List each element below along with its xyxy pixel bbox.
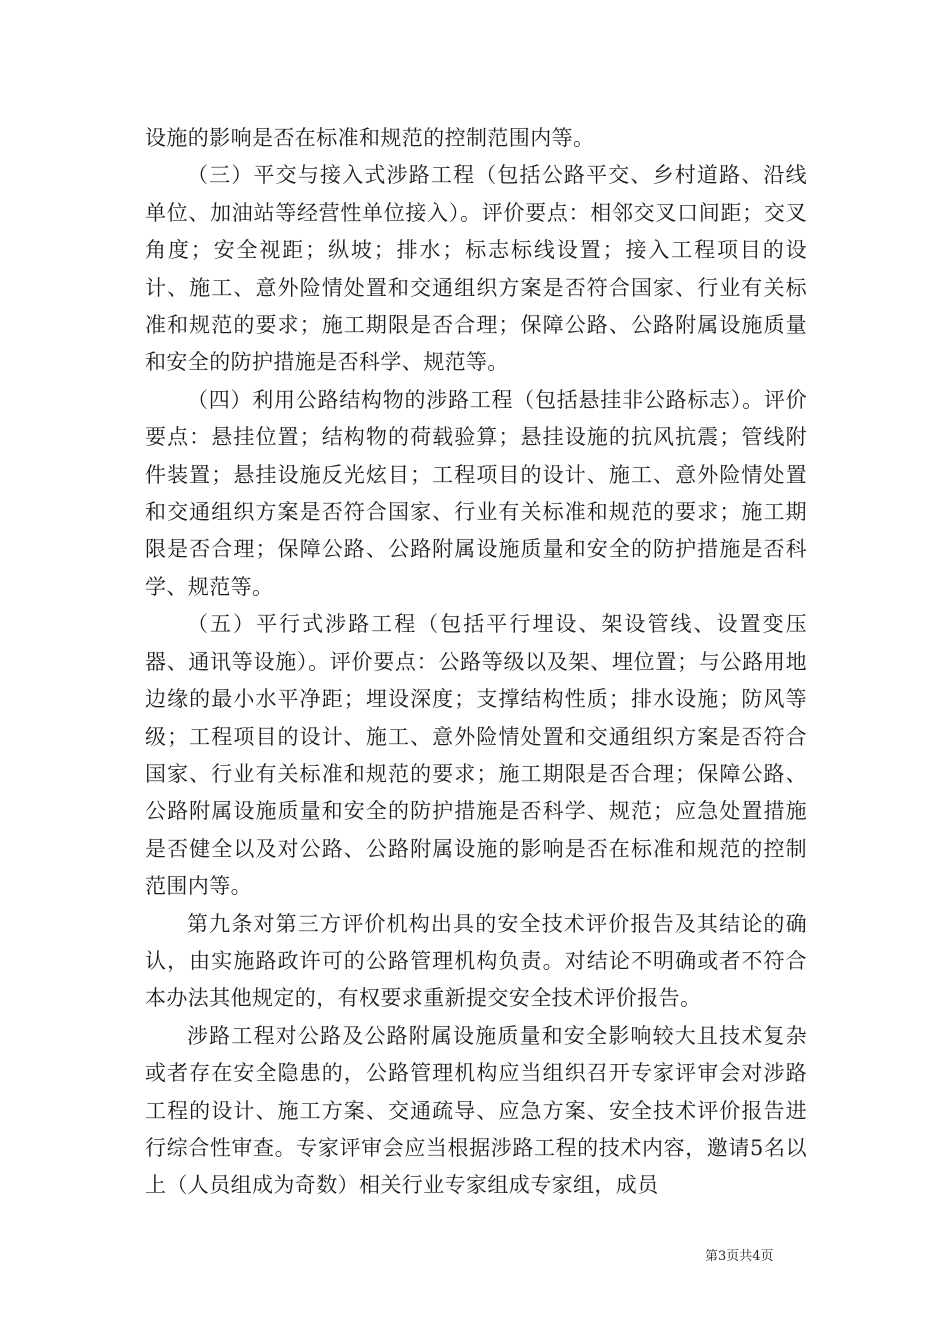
paragraph-item-5: （五）平行式涉路工程（包括平行埋设、架设管线、设置变压器、通讯等设施）。评价要点：公路等级以及架、埋位置；与公路用地边缘的最小水平净距；埋设深度；支撑结构性质；排水设施；防风等级；工程项目的设计、施工、意外险情处置和交通组织方案是否符合国家、行业有关标准和规范的要求；施工期限是否合理；保障公路、公路附属设施质量和安全的防护措施是否科学、规范；应急处置措施是否健全以及对公路、公路附属设施的影响是否在标准和规范的控制范围内等。 [145, 612, 807, 899]
page-number: 第3页共4页 [705, 1249, 774, 1264]
paragraph-item-4: （四）利用公路结构物的涉路工程（包括悬挂非公路标志）。评价要点：悬挂位置；结构物的荷载验算；悬挂设施的抗风抗震；管线附件装置；悬挂设施反光炫目；工程项目的设计、施工、意外险情处置和交通组织方案是否符合国家、行业有关标准和规范的要求；施工期限是否合理；保障公路、公路附属设施质量和安全的防护措施是否科学、规范等。 [145, 387, 807, 599]
document-body [145, 120, 807, 1205]
paragraph-article-9: 第九条对第三方评价机构出具的安全技术评价报告及其结论的确认，由实施路政许可的公路管理机构负责。对结论不明确或者不符合本办法其他规定的，有权要求重新提交安全技术评价报告。 [145, 911, 807, 1011]
paragraph-item-3: （三）平交与接入式涉路工程（包括公路平交、乡村道路、沿线单位、加油站等经营性单位接入）。评价要点：相邻交叉口间距；交叉角度；安全视距；纵坡；排水；标志标线设置；接入工程项目的设计、施工、意外险情处置和交通组织方案是否符合国家、行业有关标准和规范的要求；施工期限是否合理；保障公路、公路附属设施质量和安全的防护措施是否科学、规范等。 [145, 163, 807, 375]
paragraph-continuation: 设施的影响是否在标准和规范的控制范围内等。 [145, 126, 595, 150]
paragraph-expert-review: 涉路工程对公路及公路附属设施质量和安全影响较大且技术复杂或者存在安全隐患的，公路管理机构应当组织召开专家评审会对涉路工程的设计、施工方案、交通疏导、应急方案、安全技术评价报告进行综合性审查。专家评审会应当根据涉路工程的技术内容，邀请5名以上（人员组成为奇数）相关行业专家组成专家组，成员 [145, 1023, 807, 1198]
